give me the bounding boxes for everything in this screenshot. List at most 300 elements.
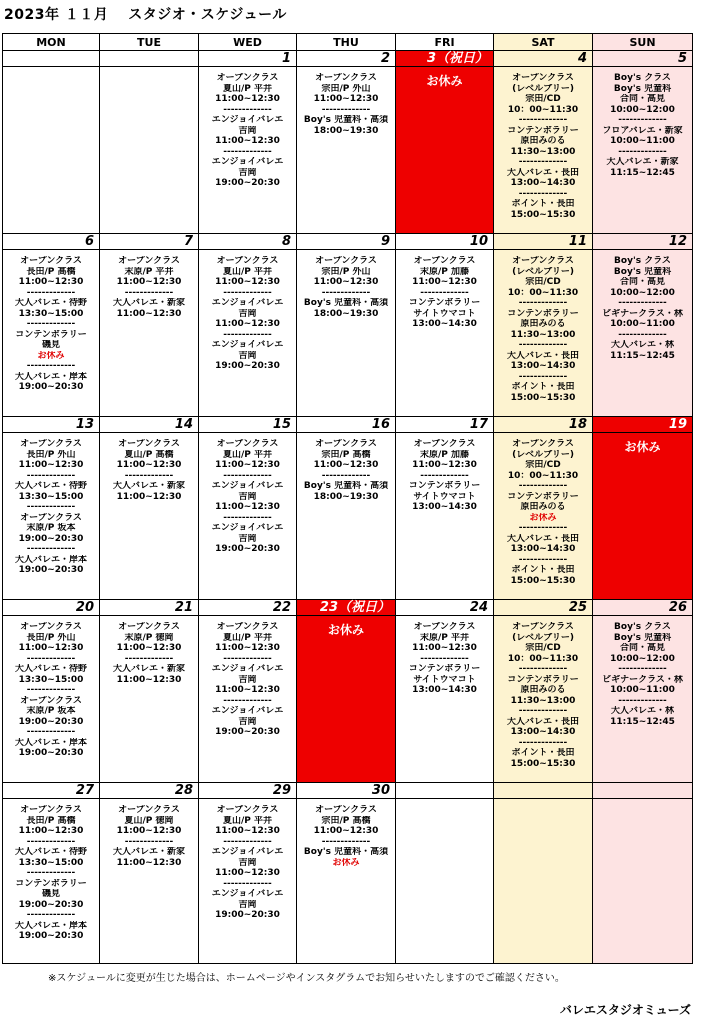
entry-line: 大人バレエ・新家 bbox=[112, 664, 185, 674]
entry-separator: ------------- bbox=[223, 104, 272, 115]
entry-line: 11:00~12:30 bbox=[215, 826, 280, 836]
entry-line: 13:00~14:30 bbox=[510, 361, 576, 371]
closed-label: お休み bbox=[426, 74, 463, 88]
entry-separator: ------------- bbox=[518, 188, 568, 199]
entry-line: 10：00~11:30 bbox=[507, 470, 579, 481]
day-number: 12 bbox=[593, 234, 692, 250]
entry-line: 宗田/P 高橋 bbox=[321, 449, 371, 460]
entry-line: 宗田/P 外山 bbox=[321, 83, 371, 94]
entry-line: サイトウマコト bbox=[413, 491, 476, 502]
entry-line: 大人バレエ・岸本 bbox=[14, 371, 87, 382]
weekday-fri: FRI bbox=[396, 34, 494, 51]
day-number: 21 bbox=[100, 600, 198, 616]
entry-line: 19:00~20:30 bbox=[18, 931, 84, 941]
weekday-tue: TUE bbox=[100, 34, 199, 51]
entry-line: 19:00~20:30 bbox=[18, 899, 84, 910]
entry-line: エンジョイバレエ bbox=[211, 523, 284, 533]
class-entries bbox=[494, 433, 592, 586]
entry-line: 11:00~12:30 bbox=[215, 868, 280, 878]
entry-line: 11:00~12:30 bbox=[116, 277, 182, 287]
entry-line: 11:15~12:45 bbox=[610, 167, 675, 178]
entry-line: 吉岡 bbox=[238, 491, 257, 502]
entry-separator: ------------- bbox=[26, 502, 76, 512]
entry-line: 合同・高見 bbox=[619, 643, 665, 653]
entry-separator: ------------- bbox=[618, 115, 667, 125]
day-cell bbox=[297, 783, 396, 964]
entry-line: 19:00~20:30 bbox=[18, 716, 84, 727]
entry-line: エンジョイバレエ bbox=[211, 340, 284, 350]
entry-line: 11:15~12:45 bbox=[610, 716, 675, 727]
class-entries bbox=[3, 250, 99, 393]
entry-line: 11:00~12:30 bbox=[215, 136, 280, 146]
entry-line: 11:00~12:30 bbox=[18, 277, 84, 287]
class-entries bbox=[199, 433, 296, 555]
entry-line: ポイント・長田 bbox=[511, 382, 575, 392]
closed-label: お休み bbox=[624, 440, 661, 454]
entry-line: 吉岡 bbox=[238, 716, 257, 727]
entry-line: 宗田/P 外山 bbox=[321, 266, 371, 277]
day-cell bbox=[3, 600, 100, 783]
entry-separator: ------------- bbox=[223, 146, 272, 157]
entry-line: オープンクラス bbox=[216, 439, 279, 449]
day-number bbox=[3, 51, 99, 67]
entry-separator: ------------- bbox=[124, 287, 174, 298]
entry-line: 10：00~11:30 bbox=[507, 104, 579, 115]
entry-line: 合同・高見 bbox=[619, 277, 665, 287]
entry-line: 11:00~12:30 bbox=[215, 277, 280, 287]
entry-line: オープンクラス bbox=[413, 622, 476, 632]
entry-line: 10:00~12:00 bbox=[610, 104, 675, 115]
day-cell bbox=[593, 600, 693, 783]
class-entries bbox=[396, 433, 493, 513]
entry-line: 10:00~11:00 bbox=[610, 319, 675, 329]
entry-line: 11:00~12:30 bbox=[215, 685, 280, 695]
day-number: 20 bbox=[3, 600, 99, 616]
entry-line: ビギナークラス・林 bbox=[602, 674, 683, 685]
weekday-sat: SAT bbox=[494, 34, 593, 51]
entry-line: 大人バレエ・岸本 bbox=[14, 554, 87, 565]
entry-line: 吉岡 bbox=[238, 167, 257, 178]
entry-line: 11:30~13:00 bbox=[510, 146, 576, 157]
entry-line: 末原/P 坂本 bbox=[26, 706, 76, 716]
entry-line: Boy's クラス bbox=[614, 256, 671, 266]
entry-line: 吉岡 bbox=[238, 899, 257, 910]
entry-line: 原田みのる bbox=[520, 136, 566, 146]
entry-line: コンテンボラリー bbox=[15, 878, 87, 889]
class-entries bbox=[3, 616, 99, 759]
entry-line: オープンクラス bbox=[20, 805, 82, 815]
entry-separator: ------------- bbox=[26, 470, 76, 481]
day-cell bbox=[494, 600, 593, 783]
entry-line: 末原/P 加藤 bbox=[419, 266, 470, 277]
class-entries bbox=[396, 616, 493, 696]
class-entries bbox=[297, 638, 395, 644]
entry-line: 15:00~15:30 bbox=[510, 392, 576, 403]
entry-separator: ------------- bbox=[223, 329, 272, 340]
entry-separator: ------------- bbox=[223, 512, 272, 523]
entry-line: コンテンボラリー bbox=[507, 491, 579, 502]
entry-line: 11:00~12:30 bbox=[116, 308, 182, 319]
entry-line: 11:00~12:30 bbox=[313, 94, 379, 104]
entry-line: オープンクラス bbox=[216, 622, 279, 632]
entry-line: 磯見 bbox=[41, 340, 60, 350]
entry-line: オープンクラス bbox=[315, 439, 377, 449]
entry-line: コンテンボラリー bbox=[507, 125, 579, 136]
entry-line: オープンクラス bbox=[512, 439, 574, 449]
day-cell bbox=[100, 51, 199, 234]
entry-line: Boy's クラス bbox=[614, 73, 671, 83]
entry-line: 11:00~12:30 bbox=[18, 643, 84, 653]
entry-line: 宗田/CD bbox=[525, 643, 561, 653]
day-cell bbox=[593, 51, 693, 234]
weekday-thu: THU bbox=[297, 34, 396, 51]
entry-separator: ------------- bbox=[420, 470, 469, 481]
class-entries bbox=[396, 89, 493, 95]
entry-line: エンジョイバレエ bbox=[211, 847, 284, 857]
entry-line: 11:00~12:30 bbox=[215, 94, 280, 104]
entry-line: オープンクラス bbox=[413, 256, 476, 266]
entry-separator: ------------- bbox=[26, 910, 76, 920]
day-cell bbox=[100, 417, 199, 600]
entry-line: 11:00~12:30 bbox=[116, 643, 182, 653]
entry-line: 15:00~15:30 bbox=[510, 209, 576, 220]
entry-line: 11:30~13:00 bbox=[510, 329, 576, 340]
entry-line: ポイント・長田 bbox=[511, 565, 575, 575]
class-entries bbox=[3, 433, 99, 576]
entry-separator: ------------- bbox=[223, 287, 272, 298]
week-row bbox=[3, 417, 693, 600]
class-entries bbox=[297, 799, 395, 868]
entry-line: 11:00~12:30 bbox=[412, 460, 477, 470]
entry-line: 11:00~12:30 bbox=[313, 460, 379, 470]
class-entries bbox=[494, 250, 592, 403]
class-entries bbox=[593, 799, 692, 805]
entry-line: 11:00~12:30 bbox=[215, 643, 280, 653]
class-entries bbox=[593, 616, 692, 727]
entry-line: 末原/P 加藤 bbox=[419, 449, 470, 460]
entry-line: Boy's 児童科・高須 bbox=[303, 481, 389, 491]
entry-line: オープンクラス bbox=[118, 622, 180, 632]
entry-line: Boy's 児童科 bbox=[613, 632, 672, 643]
class-entries bbox=[100, 250, 198, 319]
day-number: 16 bbox=[297, 417, 395, 433]
entry-line: 10:00~12:00 bbox=[610, 653, 675, 664]
entry-separator: ------------- bbox=[26, 319, 76, 329]
entry-line: エンジョイバレエ bbox=[211, 298, 284, 308]
class-entries bbox=[199, 616, 296, 738]
entry-line: 夏山/P 平井 bbox=[222, 266, 273, 277]
day-cell bbox=[297, 51, 396, 234]
day-number: 10 bbox=[396, 234, 493, 250]
footnote: ※スケジュールに変更が生じた場合は、ホームページやインスタグラムでお知らせいたしますのでご確認ください。 bbox=[48, 973, 565, 984]
entry-line: 13:30~15:00 bbox=[18, 308, 84, 319]
entry-line: 大人バレエ・林 bbox=[610, 340, 674, 350]
entry-line: 大人バレエ・岸本 bbox=[14, 737, 87, 748]
day-number: 22 bbox=[199, 600, 296, 616]
day-number: 23（祝日） bbox=[297, 600, 395, 616]
entry-line: 合同・高見 bbox=[619, 94, 665, 104]
entry-line: 夏山/P 平井 bbox=[222, 632, 273, 643]
day-cell bbox=[199, 234, 297, 417]
day-number bbox=[100, 51, 198, 67]
day-number: 29 bbox=[199, 783, 296, 799]
entry-line: オープンクラス bbox=[315, 805, 377, 815]
entry-line: 18:00~19:30 bbox=[313, 491, 379, 502]
entry-line: 原田みのる bbox=[520, 502, 566, 512]
entry-line: サイトウマコト bbox=[413, 308, 476, 319]
entry-line: エンジョイバレエ bbox=[211, 664, 284, 674]
entry-line: エンジョイバレエ bbox=[211, 157, 284, 167]
day-number: 8 bbox=[199, 234, 296, 250]
entry-line: 夏山/P 平井 bbox=[222, 449, 273, 460]
entry-line: オープンクラス bbox=[118, 805, 180, 815]
entry-line: 13:00~14:30 bbox=[412, 319, 477, 329]
entry-line: 大人バレエ・新家 bbox=[112, 847, 185, 857]
entry-line: 吉岡 bbox=[238, 308, 257, 319]
day-cell bbox=[593, 783, 693, 964]
entry-line: 13:00~14:30 bbox=[510, 178, 576, 188]
week-row bbox=[3, 600, 693, 783]
entry-line: 大人バレエ・長田 bbox=[506, 167, 579, 178]
day-cell bbox=[297, 234, 396, 417]
day-number: 2 bbox=[297, 51, 395, 67]
entry-line: 11:00~12:30 bbox=[116, 491, 182, 502]
entry-line: 磯見 bbox=[41, 889, 60, 899]
class-entries bbox=[100, 616, 198, 685]
entry-line: 大人バレエ・待野 bbox=[14, 847, 87, 857]
entry-separator: ------------- bbox=[26, 544, 76, 554]
entry-line: (レベルブリー) bbox=[512, 266, 574, 277]
entry-line: 長田/P 外山 bbox=[26, 632, 76, 643]
entry-separator: ------------- bbox=[26, 685, 76, 695]
notice-text: お休み bbox=[37, 350, 65, 361]
entry-line: オープンクラス bbox=[512, 622, 574, 632]
week-row bbox=[3, 783, 693, 964]
entry-line: 11:00~12:30 bbox=[215, 319, 280, 329]
entry-line: Boy's 児童科 bbox=[613, 83, 672, 94]
entry-line: 18:00~19:30 bbox=[313, 308, 379, 319]
class-entries bbox=[494, 616, 592, 769]
day-number: 15 bbox=[199, 417, 296, 433]
entry-line: コンテンボラリー bbox=[507, 674, 579, 685]
entry-line: 吉岡 bbox=[238, 857, 257, 868]
entry-separator: ------------- bbox=[518, 340, 568, 350]
entry-line: 19:00~20:30 bbox=[215, 727, 280, 737]
entry-line: 大人バレエ・長田 bbox=[506, 716, 579, 727]
day-number: 11 bbox=[494, 234, 592, 250]
day-cell bbox=[3, 234, 100, 417]
entry-line: オープンクラス bbox=[315, 73, 377, 83]
day-cell bbox=[396, 51, 494, 234]
entry-separator: ------------- bbox=[618, 146, 667, 157]
day-number bbox=[593, 783, 692, 799]
day-cell bbox=[3, 417, 100, 600]
entry-line: 11:00~12:30 bbox=[18, 826, 84, 836]
entry-line: 大人バレエ・林 bbox=[610, 706, 674, 716]
entry-separator: ------------- bbox=[223, 695, 272, 706]
class-entries bbox=[3, 67, 99, 73]
entry-line: オープンクラス bbox=[216, 256, 279, 266]
class-entries bbox=[494, 799, 592, 805]
entry-line: 11:00~12:30 bbox=[215, 460, 280, 470]
entry-line: 吉岡 bbox=[238, 674, 257, 685]
day-number: 6 bbox=[3, 234, 99, 250]
entry-line: Boy's 児童科・高須 bbox=[303, 847, 389, 857]
entry-separator: ------------- bbox=[518, 157, 568, 167]
entry-line: 13:00~14:30 bbox=[412, 502, 477, 512]
entry-line: コンテンボラリー bbox=[408, 481, 481, 491]
entry-line: 10:00~12:00 bbox=[610, 287, 675, 298]
class-entries bbox=[100, 433, 198, 502]
week-row bbox=[3, 234, 693, 417]
entry-line: 夏山/P 平井 bbox=[222, 815, 273, 826]
day-cell bbox=[199, 783, 297, 964]
entry-line: 19:00~20:30 bbox=[18, 533, 84, 544]
entry-line: 11:00~12:30 bbox=[116, 857, 182, 868]
entry-line: 19:00~20:30 bbox=[215, 544, 280, 554]
entry-separator: ------------- bbox=[518, 298, 568, 308]
entry-separator: ------------- bbox=[223, 653, 272, 664]
day-number: 9 bbox=[297, 234, 395, 250]
entry-separator: ------------- bbox=[518, 737, 568, 748]
entry-separator: ------------- bbox=[124, 470, 174, 481]
entry-line: コンテンボラリー bbox=[507, 308, 579, 319]
entry-separator: ------------- bbox=[26, 727, 76, 737]
entry-line: 夏山/P 平井 bbox=[222, 83, 273, 94]
day-number: 4 bbox=[494, 51, 592, 67]
class-entries bbox=[396, 250, 493, 330]
entry-separator: ------------- bbox=[618, 664, 667, 674]
entry-line: 11:00~12:30 bbox=[412, 643, 477, 653]
entry-line: オープンクラス bbox=[20, 695, 82, 706]
entry-line: エンジョイバレエ bbox=[211, 115, 284, 125]
entry-separator: ------------- bbox=[518, 664, 568, 674]
entry-line: エンジョイバレエ bbox=[211, 706, 284, 716]
entry-line: (レベルブリー) bbox=[512, 632, 574, 643]
class-entries bbox=[199, 250, 296, 372]
entry-separator: ------------- bbox=[26, 287, 76, 298]
entry-separator: ------------- bbox=[420, 653, 469, 664]
entry-line: 末原/P 平井 bbox=[419, 632, 470, 643]
entry-line: 末原/P 坂本 bbox=[26, 523, 76, 533]
entry-line: 宗田/CD bbox=[525, 460, 561, 470]
entry-line: 大人バレエ・新家 bbox=[112, 298, 185, 308]
entry-line: 吉岡 bbox=[238, 125, 257, 136]
entry-separator: ------------- bbox=[321, 470, 371, 481]
day-number: 1 bbox=[199, 51, 296, 67]
day-cell bbox=[396, 783, 494, 964]
entry-separator: ------------- bbox=[124, 836, 174, 847]
entry-line: 13:30~15:00 bbox=[18, 491, 84, 502]
class-entries bbox=[593, 67, 692, 178]
entry-line: 11:15~12:45 bbox=[610, 350, 675, 361]
entry-line: 13:30~15:00 bbox=[18, 674, 84, 685]
day-cell bbox=[199, 600, 297, 783]
entry-separator: ------------- bbox=[618, 695, 667, 706]
class-entries bbox=[396, 799, 493, 805]
entry-line: オープンクラス bbox=[512, 256, 574, 266]
class-entries bbox=[297, 67, 395, 136]
class-entries bbox=[100, 799, 198, 868]
day-cell bbox=[396, 234, 494, 417]
entry-line: 吉岡 bbox=[238, 350, 257, 361]
entry-line: 11:00~12:30 bbox=[215, 502, 280, 512]
entry-line: オープンクラス bbox=[315, 256, 377, 266]
entry-line: (レベルブリー) bbox=[512, 83, 574, 94]
entry-separator: ------------- bbox=[321, 836, 371, 847]
entry-line: 宗田/P 高橋 bbox=[321, 815, 371, 826]
page-title: 2023年 １１月 スタジオ・スケジュール bbox=[4, 7, 287, 23]
entry-line: 11:00~12:30 bbox=[116, 460, 182, 470]
entry-line: 19:00~20:30 bbox=[215, 178, 280, 188]
day-number: 19 bbox=[593, 417, 692, 433]
entry-line: オープンクラス bbox=[20, 439, 82, 449]
entry-line: (レベルブリー) bbox=[512, 449, 574, 460]
entry-line: 原田みのる bbox=[520, 319, 566, 329]
entry-line: 原田みのる bbox=[520, 685, 566, 695]
class-entries bbox=[3, 799, 99, 942]
day-cell bbox=[297, 417, 396, 600]
entry-line: 13:00~14:30 bbox=[510, 544, 576, 554]
day-number: 26 bbox=[593, 600, 692, 616]
day-cell bbox=[199, 51, 297, 234]
day-number bbox=[494, 783, 592, 799]
entry-line: 13:00~14:30 bbox=[412, 685, 477, 695]
entry-line: 11:00~12:30 bbox=[313, 826, 379, 836]
entry-line: 15:00~15:30 bbox=[510, 575, 576, 586]
entry-line: コンテンボラリー bbox=[408, 664, 481, 674]
entry-separator: ------------- bbox=[223, 836, 272, 847]
entry-separator: ------------- bbox=[321, 104, 371, 115]
day-cell bbox=[100, 783, 199, 964]
entry-line: エンジョイバレエ bbox=[211, 481, 284, 491]
day-cell bbox=[494, 234, 593, 417]
day-number: 5 bbox=[593, 51, 692, 67]
day-number: 28 bbox=[100, 783, 198, 799]
entry-line: 11:00~12:30 bbox=[116, 826, 182, 836]
week-row bbox=[3, 51, 693, 234]
day-number: 7 bbox=[100, 234, 198, 250]
entry-line: 大人バレエ・待野 bbox=[14, 298, 87, 308]
entry-separator: ------------- bbox=[223, 470, 272, 481]
entry-line: オープンクラス bbox=[512, 73, 574, 83]
entry-line: サイトウマコト bbox=[413, 674, 476, 685]
day-cell bbox=[396, 600, 494, 783]
entry-line: Boy's 児童科・高須 bbox=[303, 115, 389, 125]
day-number: 25 bbox=[494, 600, 592, 616]
day-cell bbox=[100, 600, 199, 783]
entry-separator: ------------- bbox=[223, 878, 272, 889]
entry-line: 末原/P 徳岡 bbox=[124, 632, 174, 643]
day-cell bbox=[3, 783, 100, 964]
entry-separator: ------------- bbox=[518, 371, 568, 382]
day-number: 14 bbox=[100, 417, 198, 433]
day-cell bbox=[3, 51, 100, 234]
entry-line: Boy's クラス bbox=[614, 622, 671, 632]
entry-line: 長田/P 外山 bbox=[26, 449, 76, 460]
entry-line: Boy's 児童科・高須 bbox=[303, 298, 389, 308]
entry-separator: ------------- bbox=[518, 115, 568, 125]
notice-text: お休み bbox=[529, 512, 557, 523]
entry-line: 10：00~11:30 bbox=[507, 287, 579, 298]
entry-line: 大人バレエ・長田 bbox=[506, 350, 579, 361]
entry-line: 11:00~12:30 bbox=[116, 674, 182, 685]
entry-line: 15:00~15:30 bbox=[510, 758, 576, 769]
entry-separator: ------------- bbox=[518, 481, 568, 491]
day-number: 3（祝日） bbox=[396, 51, 493, 67]
entry-line: 大人バレエ・新家 bbox=[606, 157, 679, 167]
entry-separator: ------------- bbox=[26, 836, 76, 847]
